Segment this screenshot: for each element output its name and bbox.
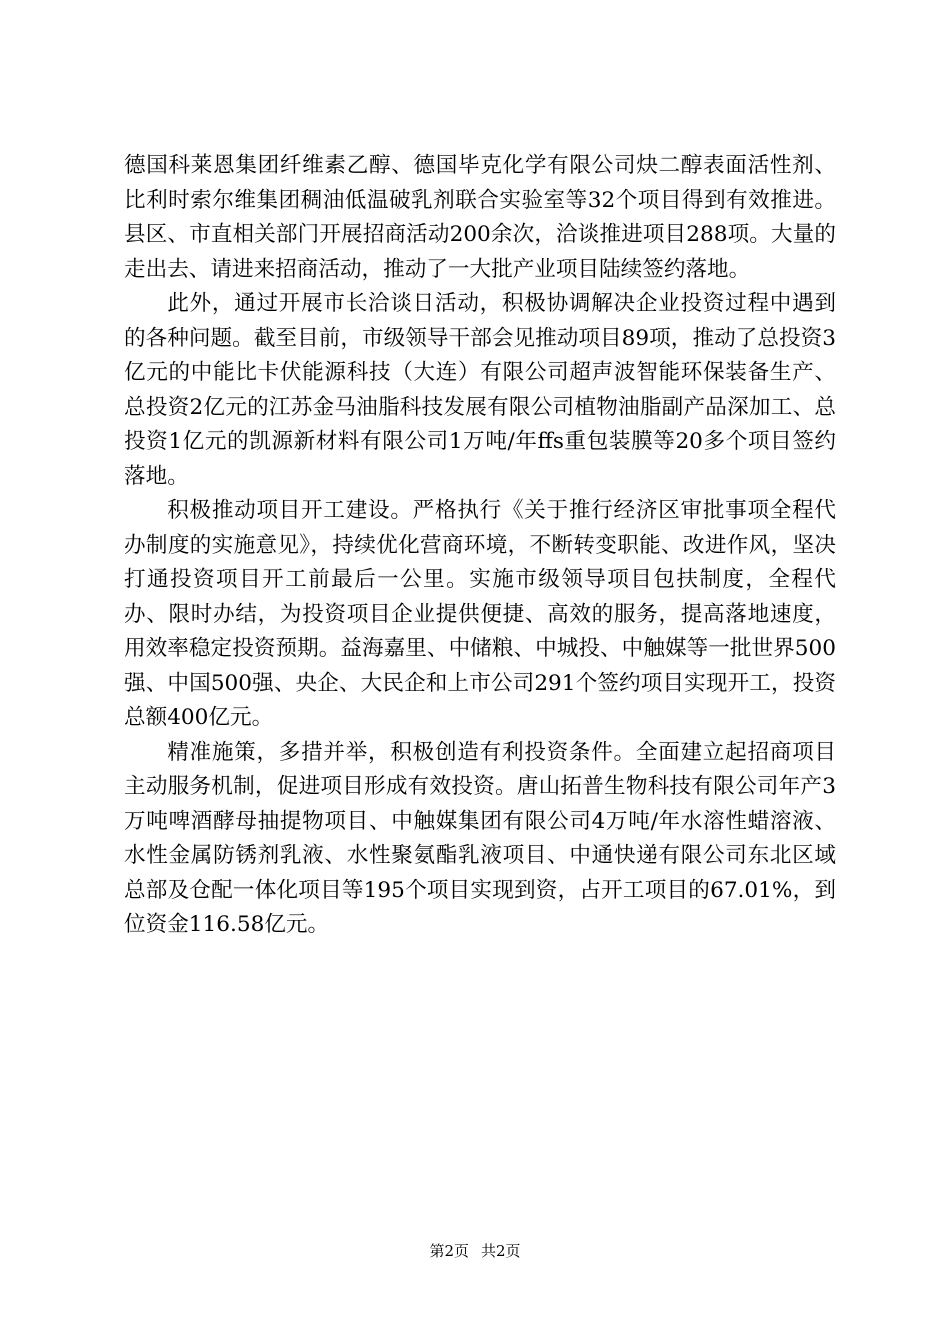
- page-number-current: 第2页: [429, 1242, 469, 1260]
- document-body: [124, 149, 836, 943]
- page-footer: [0, 1241, 950, 1261]
- paragraph-1: 德国科莱恩集团纤维素乙醇、德国毕克化学有限公司炔二醇表面活性剂、比利时索尔维集团稠油低温破乳剂联合实验室等32个项目得到有效推进。县区、市直相关部门开展招商活动200余次，洽谈推进项目288项。大量的走出去、请进来招商活动，推动了一大批产业项目陆续签约落地。: [124, 153, 836, 282]
- paragraph-4: 精准施策，多措并举，积极创造有利投资条件。全面建立起招商项目主动服务机制，促进项目形成有效投资。唐山拓普生物科技有限公司年产3万吨啤酒酵母抽提物项目、中触媒集团有限公司4万吨/年水溶性蜡溶液、水性金属防锈剂乳液、水性聚氨酯乳液项目、中通快递有限公司东北区域总部及仓配一体化项目等195个项目实现到资，占开工项目的67.01%，到位资金116.58亿元。: [124, 739, 836, 937]
- page-number-total: 共2页: [481, 1242, 521, 1260]
- paragraph-3: 积极推动项目开工建设。严格执行《关于推行经济区审批事项全程代办制度的实施意见》，持续优化营商环境，不断转变职能、改进作风，坚决打通投资项目开工前最后一公里。实施市级领导项目包扶制度，全程代办、限时办结，为投资项目企业提供便捷、高效的服务，提高落地速度，用效率稳定投资预期。益海嘉里、中储粮、中城投、中触媒等一批世界500强、中国500强、央企、大民企和上市公司291个签约项目实现开工，投资总额400亿元。: [124, 498, 836, 730]
- paragraph-2: 此外，通过开展市长洽谈日活动，积极协调解决企业投资过程中遇到的各种问题。截至目前，市级领导干部会见推动项目89项，推动了总投资3亿元的中能比卡伏能源科技（大连）有限公司超声波智能环保装备生产、总投资2亿元的江苏金马油脂科技发展有限公司植物油脂副产品深加工、总投资1亿元的凯源新材料有限公司1万吨/年ffs重包装膜等20多个项目签约落地。: [124, 291, 836, 489]
